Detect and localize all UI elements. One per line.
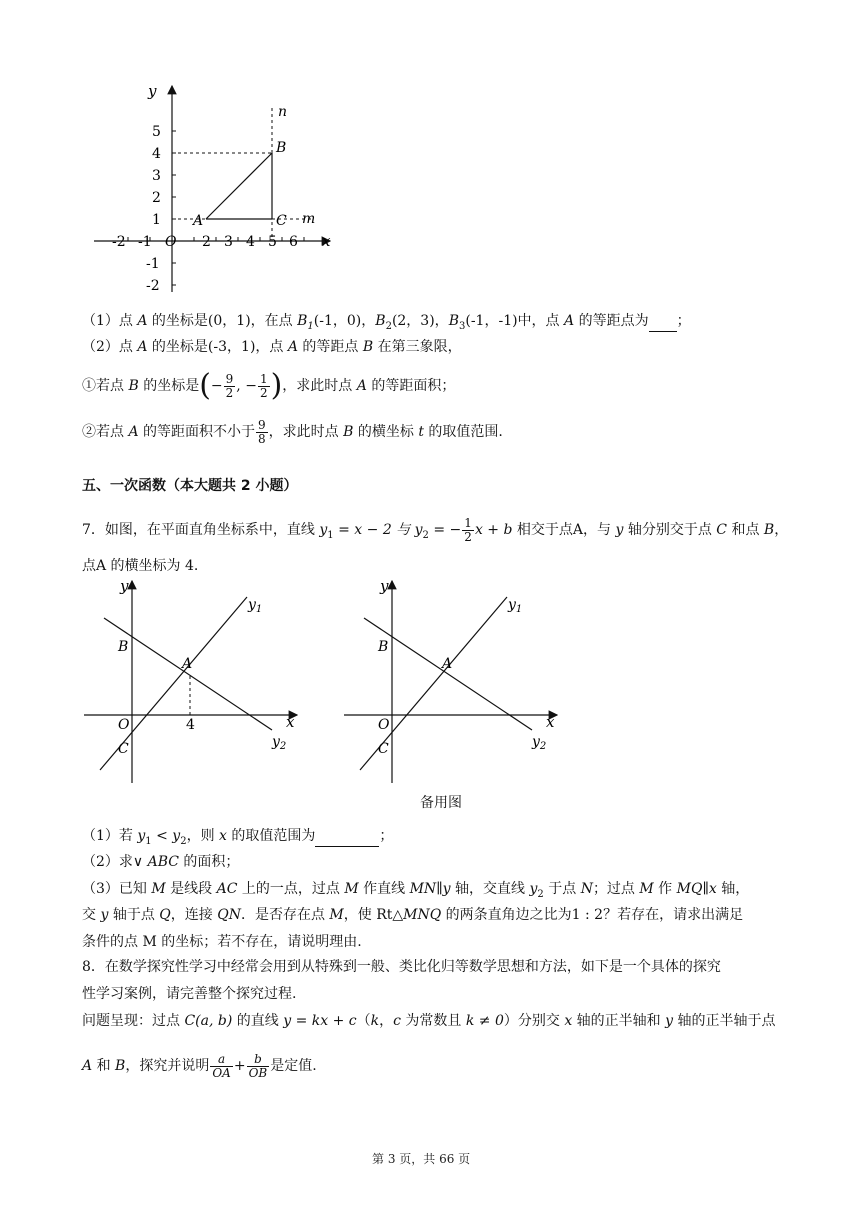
line-y2 <box>104 618 272 730</box>
section-heading: 五、一次函数（本大题共 2 小题） <box>82 478 298 494</box>
x-tick-label: 2 <box>202 234 211 250</box>
x-axis-label: x <box>546 713 555 731</box>
point-c-label: C <box>378 741 389 757</box>
q7-part3-line2: 交 y 轴于点 Q，连接 QN．是否存在点 M，使 Rt△MNQ 的两条直角边之比为1 : 2？若存在，请求出满足 <box>82 907 744 923</box>
q7-part2: （2）求∨ ABC 的面积； <box>82 854 240 870</box>
origin-label: O <box>378 717 390 733</box>
figure-linear-functions <box>82 575 312 785</box>
q6-part2: （2）点 A 的坐标是(-3，1)，点 A 的等距点 B 在第三象限， <box>82 339 462 355</box>
q6-part1: （1）点 A 的坐标是(0，1)，在点 $B_1(-1$，0)，$B_2(2$，3)，$B_3(-1$，-1)中，点 A 的等距点为 ； <box>82 313 691 332</box>
line-y2 <box>364 618 532 730</box>
line-m-label: m <box>302 211 316 227</box>
y2-label: $y_2$ <box>272 734 287 752</box>
fraction: $\frac{1}{2}$ <box>464 515 472 544</box>
q7-part3-line1: （3）已知 M 是线段 AC 上的一点，过点 M 作直线 MN∥y 轴，交直线 $y_2$ 于点 N；过点 M 作 MQ∥x 轴， <box>82 881 750 900</box>
y-tick-label: 4 <box>152 146 161 162</box>
answer-blank[interactable] <box>649 311 677 332</box>
tick-4-label: 4 <box>186 717 195 733</box>
x-tick-label: 5 <box>268 234 277 250</box>
y1-label: $y_1$ <box>248 597 263 615</box>
y-tick-label: -2 <box>146 278 160 294</box>
fraction: $\frac{a}{OA}$ <box>212 1051 231 1080</box>
q6-part2-i: ①若点 B 的坐标是(− $\frac{9}{2}$ , − $\frac{1}{2}$ )，求此时点 A 的等距面积； <box>82 368 456 403</box>
q8-line4: A 和 B，探究并说明 $\frac{a}{OA}$ + $\frac{b}{OB}$ 是定值. <box>82 1051 317 1080</box>
y1-label: $y_1$ <box>508 597 523 615</box>
q8-line1: 8．在数学探究性学习中经常会用到从特殊到一般、类比化归等数学思想和方法，如下是一个具体的探究 <box>82 959 721 975</box>
q7-line1: 7．如图，在平面直角坐标系中，直线 $y_1 = x - 2$ 与 $y_2$ = − $\frac{1}{2}$ x + b 相交于点A，与 y 轴分别交于点 C 和点 B， <box>82 515 789 544</box>
x-tick-label: 6 <box>289 234 298 250</box>
figure-backup <box>342 575 572 785</box>
point-c-label: C <box>276 213 287 229</box>
point-b-label: B <box>276 140 287 156</box>
q8-line2: 性学习案例，请完善整个探究过程. <box>82 986 297 1002</box>
point-a-label: A <box>193 213 204 229</box>
fraction: $\frac{9}{8}$ <box>258 417 266 446</box>
q8-line3: 问题呈现：过点 C(a, b) 的直线 y = kx + c（k，c 为常数且 k ≠ 0）分别交 x 轴的正半轴和 y 轴的正半轴于点 <box>82 1013 776 1029</box>
segment-ab <box>206 153 272 219</box>
x-axis-label: x <box>322 232 331 250</box>
x-tick-label: -1 <box>138 234 152 250</box>
q7-part1: （1）若 $y_1 < y_2$，则 x 的取值范围为 ； <box>82 828 394 847</box>
x-tick-label: -2 <box>112 234 126 250</box>
y-tick-label: 1 <box>152 212 161 228</box>
point-b-label: B <box>118 639 129 655</box>
q6-part2-ii: ②若点 A 的等距面积不小于 $\frac{9}{8}$ ，求此时点 B 的横坐标 t 的取值范围. <box>82 417 503 446</box>
y-axis-label: y <box>148 82 157 100</box>
figure-coordinate-grid <box>90 80 350 295</box>
y-axis-label: y <box>120 577 129 595</box>
fraction: $\frac{9}{2}$ <box>225 371 234 400</box>
point-a-label: A <box>182 656 193 672</box>
y-tick-label: -1 <box>146 256 160 272</box>
y-tick-label: 2 <box>152 190 161 206</box>
y-tick-label: 5 <box>152 124 161 140</box>
fraction: $\frac{b}{OB}$ <box>248 1051 268 1080</box>
y-axis-label: y <box>380 577 389 595</box>
x-tick-label: 3 <box>224 234 233 250</box>
y2-label: $y_2$ <box>532 734 547 752</box>
figure-caption: 备用图 <box>420 795 462 811</box>
origin-label: O <box>165 234 177 250</box>
page-footer: 第 3 页，共 66 页 <box>372 1152 471 1166</box>
answer-blank[interactable] <box>315 826 379 847</box>
x-tick-label: 4 <box>246 234 255 250</box>
y-tick-label: 3 <box>152 168 161 184</box>
point-a-label: A <box>442 656 453 672</box>
point-b-label: B <box>378 639 389 655</box>
fraction: $\frac{1}{2}$ <box>259 371 268 400</box>
line-n-label: n <box>278 104 288 120</box>
q7-line2: 点A 的横坐标为 4. <box>82 558 199 574</box>
point-c-label: C <box>118 741 129 757</box>
origin-label: O <box>118 717 130 733</box>
q7-part3-line3: 条件的点 M 的坐标；若不存在，请说明理由. <box>82 934 362 950</box>
x-axis-label: x <box>286 713 295 731</box>
